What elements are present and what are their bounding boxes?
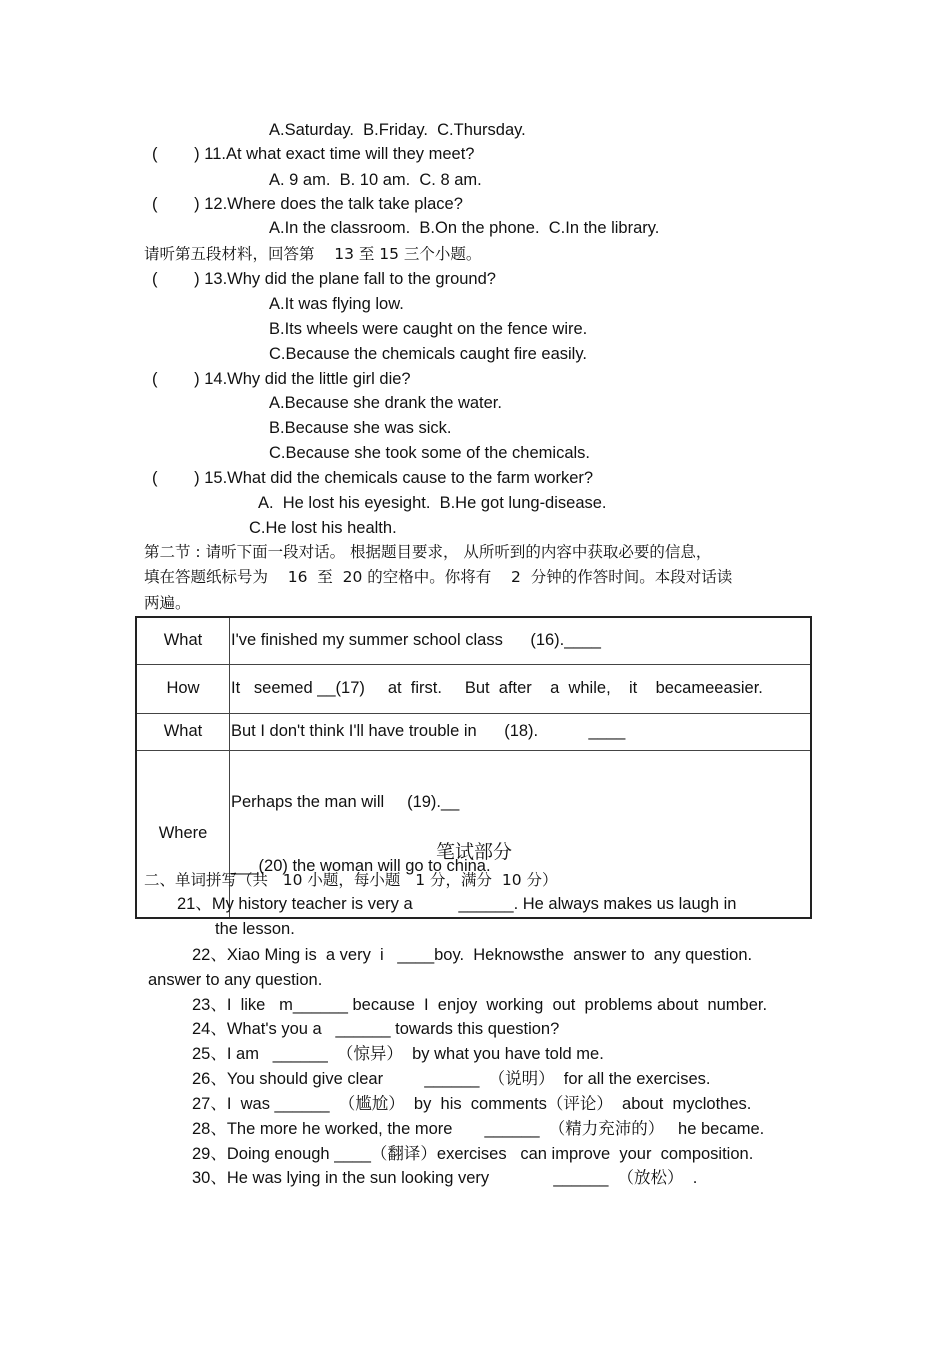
table-key: How bbox=[136, 664, 230, 713]
q14-option-a: A.Because she drank the water. bbox=[269, 394, 502, 412]
q14-option-b: B.Because she was sick. bbox=[269, 419, 452, 437]
table-value-line: ___(20) the woman will go to china. bbox=[231, 856, 491, 875]
q22-cont: answer to any question. bbox=[148, 971, 323, 989]
section2-instruction-1: 第二节 : 请听下面一段对话。 根据题目要求， 从所听到的内容中获取必要的信息， bbox=[144, 543, 712, 561]
q24: 24、What's you a ______ towards this question? bbox=[192, 1020, 560, 1038]
section-instruction-5: 请听第五段材料，回答第 13 至 15 三个小题。 bbox=[144, 245, 482, 263]
q14-option-c: C.Because she took some of the chemicals. bbox=[269, 444, 590, 462]
table-row bbox=[136, 750, 811, 918]
table-value: I've finished my summer school class (16).____ bbox=[230, 617, 812, 664]
q12-question: ( ) 12.Where does the talk take place? bbox=[152, 195, 463, 213]
spelling-instruction: 二、单词拼写（共 10 小题，每小题 1 分，满分 10 分） bbox=[144, 871, 558, 889]
table-value: It seemed __(17) at first. But after a while, it becameeasier. bbox=[230, 664, 812, 713]
table-row bbox=[136, 713, 811, 750]
table-key: What bbox=[136, 617, 230, 664]
q11-question: ( ) 11.At what exact time will they meet? bbox=[152, 145, 475, 163]
q10-options: A.Saturday. B.Friday. C.Thursday. bbox=[269, 121, 526, 139]
q22: 22、Xiao Ming is a very i ____boy. Heknowsthe answer to any question. bbox=[192, 946, 753, 964]
q21-cont: the lesson. bbox=[215, 920, 295, 938]
q13-option-a: A.It was flying low. bbox=[269, 295, 404, 313]
q13-question: ( ) 13.Why did the plane fall to the ground? bbox=[152, 270, 496, 288]
table-row bbox=[136, 664, 811, 713]
written-section-title: 笔试部分 bbox=[436, 841, 513, 863]
table-value bbox=[230, 750, 812, 918]
table-value-line: Perhaps the man will (19).__ bbox=[231, 792, 460, 811]
section2-instruction-3: 两遍。 bbox=[144, 594, 191, 612]
q15-options-ab: A. He lost his eyesight. B.He got lung-disease. bbox=[258, 494, 607, 512]
table-key: What bbox=[136, 713, 230, 750]
q13-option-b: B.Its wheels were caught on the fence wire. bbox=[269, 320, 588, 338]
section2-instruction-2: 填在答题纸标号为 16 至 20 的空格中。你将有 2 分钟的作答时间。本段对话读 bbox=[144, 568, 733, 586]
q11-options: A. 9 am. B. 10 am. C. 8 am. bbox=[269, 171, 482, 189]
table-key: Where bbox=[136, 750, 230, 918]
q15-option-c: C.He lost his health. bbox=[249, 519, 397, 537]
q25: 25、I am ______ （惊异） by what you have told me. bbox=[192, 1045, 604, 1063]
q15-question: ( ) 15.What did the chemicals cause to the farm worker? bbox=[152, 469, 594, 487]
q28: 28、The more he worked, the more ______ （精力充沛的） he became. bbox=[192, 1120, 765, 1138]
table-value: But I don't think I'll have trouble in (18). ____ bbox=[230, 713, 812, 750]
q14-question: ( ) 14.Why did the little girl die? bbox=[152, 370, 411, 388]
q30: 30、He was lying in the sun looking very ______ （放松） . bbox=[192, 1169, 698, 1187]
q29: 29、Doing enough ____（翻译）exercises can improve your composition. bbox=[192, 1145, 754, 1163]
q23: 23、I like m______ because I enjoy working out problems about number. bbox=[192, 996, 768, 1014]
q13-option-c: C.Because the chemicals caught fire easily. bbox=[269, 345, 587, 363]
q21: 21、My history teacher is very a ______. He always makes us laugh in bbox=[177, 895, 737, 913]
q26: 26、You should give clear ______ （说明） for all the exercises. bbox=[192, 1070, 711, 1088]
q27: 27、I was ______ （尴尬） by his comments（评论） about myclothes. bbox=[192, 1095, 752, 1113]
table-row bbox=[136, 617, 811, 664]
q12-options: A.In the classroom. B.On the phone. C.In the library. bbox=[269, 219, 660, 237]
